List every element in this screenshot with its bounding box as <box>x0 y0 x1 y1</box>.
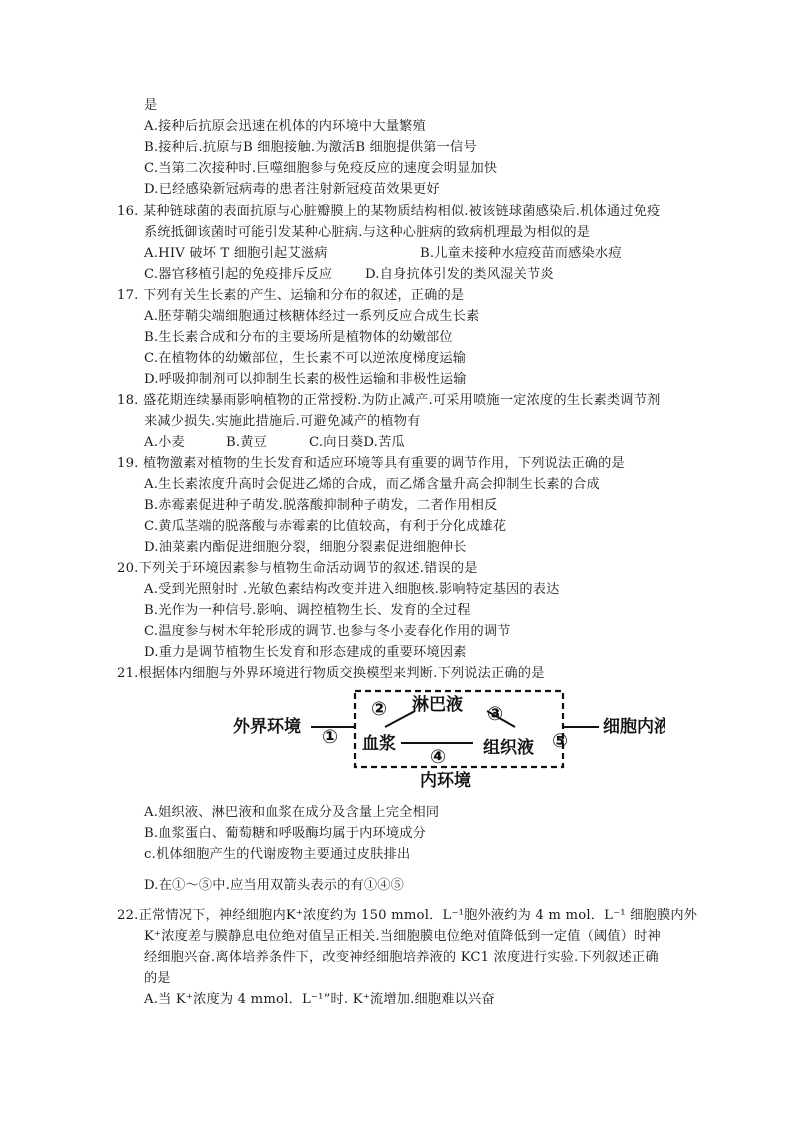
q20-stem: 20.下列关于环境因素参与植物生命活动调节的叙述.错误的是 <box>117 561 478 576</box>
q22-stem-3: 经细胞兴奋.离体培养条件下，改变神经细胞培养液的 KC1 浓度进行实验.下列叙述正确 <box>144 950 659 965</box>
q15-option-c: C.当第二次接种时.巨噬细胞参与免疫反应的速度会明显加快 <box>144 161 498 176</box>
plasma-label: 血浆 <box>362 734 396 754</box>
q17-option-c: C.在植物体的幼嫩部位，生长素不可以逆浓度梯度运输 <box>144 351 467 366</box>
q21-option-a: A.姐织液、淋巴液和血浆在成分及含量上完全相同 <box>144 805 440 820</box>
q16-option-d: D.自身抗体引发的类风湿关节炎 <box>365 267 554 282</box>
q17-option-d: D.呼吸抑制剂可以抑制生长素的极性运输和非极性运输 <box>144 372 467 387</box>
q18-option-cd: C.向日葵D.苦瓜 <box>309 435 405 450</box>
q20-option-c: C.温度参与树木年轮形成的调节.也参与冬小麦春化作用的调节 <box>144 624 511 639</box>
q20-option-d: D.重力是调节植物生长发育和形态建成的重要环境因素 <box>144 645 467 660</box>
q21-stem: 21.根据体内细胞与外界环境进行物质交换模型来判断.下列说法正确的是 <box>117 666 545 681</box>
q22-stem-1: 22.正常情况下，神经细胞内K⁺浓度约为 150 mmol．L⁻¹胞外液约为 4 m mol．L⁻¹ 细胞膜内外 <box>117 908 698 923</box>
q15-option-b: B.接种后.抗原与B 细胞接触.为激活B 细胞提供第一信号 <box>144 140 477 155</box>
q21-option-b: B.血浆蛋白、葡萄糖和呼吸酶均属于内环境成分 <box>144 826 427 841</box>
q18-stem-2: 来减少损失.实施此措施后.可避免减产的植物有 <box>144 414 421 429</box>
q19-option-c: C.黄瓜茎端的脱落酸与赤霉素的比值较高，有利于分化成雄花 <box>144 519 507 534</box>
q17-option-b: B.生长素合成和分布的主要场所是植物体的幼嫩部位 <box>144 330 453 345</box>
intracellular-fluid-label: 细胞内液 <box>603 717 665 737</box>
marker-3: ③ <box>487 703 504 725</box>
internal-environment-diagram <box>225 683 665 791</box>
q15-option-d: D.已经感染新冠病毒的患者注射新冠疫苗效果更好 <box>144 182 440 197</box>
tissue-fluid-label: 组织液 <box>483 738 534 758</box>
q19-option-d: D.油菜素内酯促进细胞分裂，细胞分裂素促进细胞伸长 <box>144 540 467 555</box>
marker-1: ① <box>322 726 339 748</box>
q18-option-a: A.小麦 <box>144 435 185 450</box>
q20-option-a: A.受到光照射时 .光敏色素结构改变并进入细胞核.影响特定基因的表达 <box>144 582 560 597</box>
q19-option-b: B.赤霉素促进种子萌发.脱落酸抑制种子萌发，二者作用相反 <box>144 498 498 513</box>
q16-stem-2: 系统抵御该菌时可能引发某种心脏病.与这种心脏病的致病机理最为相似的是 <box>144 225 591 240</box>
q17-stem: 17. 下列有关生长素的产生、运输和分布的叙述，正确的是 <box>117 288 465 303</box>
q19-option-a: A.生长素浓度升高时会促进乙烯的合成，而乙烯含量升高会抑制生长素的合成 <box>144 477 600 492</box>
internal-environment-label: 内环境 <box>420 771 471 791</box>
q20-option-b: B.光作为一种信号.影响、调控植物生长、发育的全过程 <box>144 603 471 618</box>
q18-option-b: B.黄豆 <box>226 435 268 450</box>
connector-2-line <box>385 711 415 727</box>
q15-stem-tail: 是 <box>144 98 158 113</box>
q22-stem-4: 的是 <box>144 971 171 986</box>
outer-environment-label: 外界环境 <box>233 717 301 737</box>
q22-option-a: A.当 K⁺浓度为 4 mmol．L⁻¹”时. K⁺流增加.细胞难以兴奋 <box>144 992 495 1007</box>
q16-stem-1: 16. 某种链球菌的表面抗原与心脏瓣膜上的某物质结构相似.被该链球菌感染后.机体通过免疫 <box>117 204 661 219</box>
marker-5: ⑤ <box>552 730 569 752</box>
q21-option-c: c.机体细胞产生的代谢废物主要通过皮肤排出 <box>144 847 411 862</box>
marker-2: ② <box>371 698 388 720</box>
lymph-label: 淋巴液 <box>412 695 463 715</box>
q17-option-a: A.胚芽鞘尖端细胞通过核糖体经过一系列反应合成生长素 <box>144 309 480 324</box>
diagram-svg <box>225 683 665 791</box>
marker-4: ④ <box>430 746 447 768</box>
q15-option-a: A.接种后抗原会迅速在机体的内环境中大量繁殖 <box>144 119 426 134</box>
q18-stem-1: 18. 盛花期连续暴雨影响植物的正常授粉.为防止减产.可采用喷施一定浓度的生长素类调节剂 <box>117 393 661 408</box>
q16-option-b: B.儿童未接种水痘疫苗而感染水痘 <box>420 246 622 261</box>
q22-stem-2: K⁺浓度差与膜静息电位绝对值呈正相关.当细胞膜电位绝对值降低到一定值（阈值）时神 <box>144 929 661 944</box>
q21-option-d: D.在①～⑤中.应当用双箭头表示的有①④⑤ <box>144 878 405 893</box>
q16-option-c: C.器官移植引起的免疫排斥反应 <box>144 267 333 282</box>
q16-option-a: A.HIV 破坏 T 细胞引起艾滋病 <box>144 246 328 261</box>
q19-stem: 19. 植物激素对植物的生长发育和适应环境等具有重要的调节作用，下列说法正确的是 <box>117 456 625 471</box>
